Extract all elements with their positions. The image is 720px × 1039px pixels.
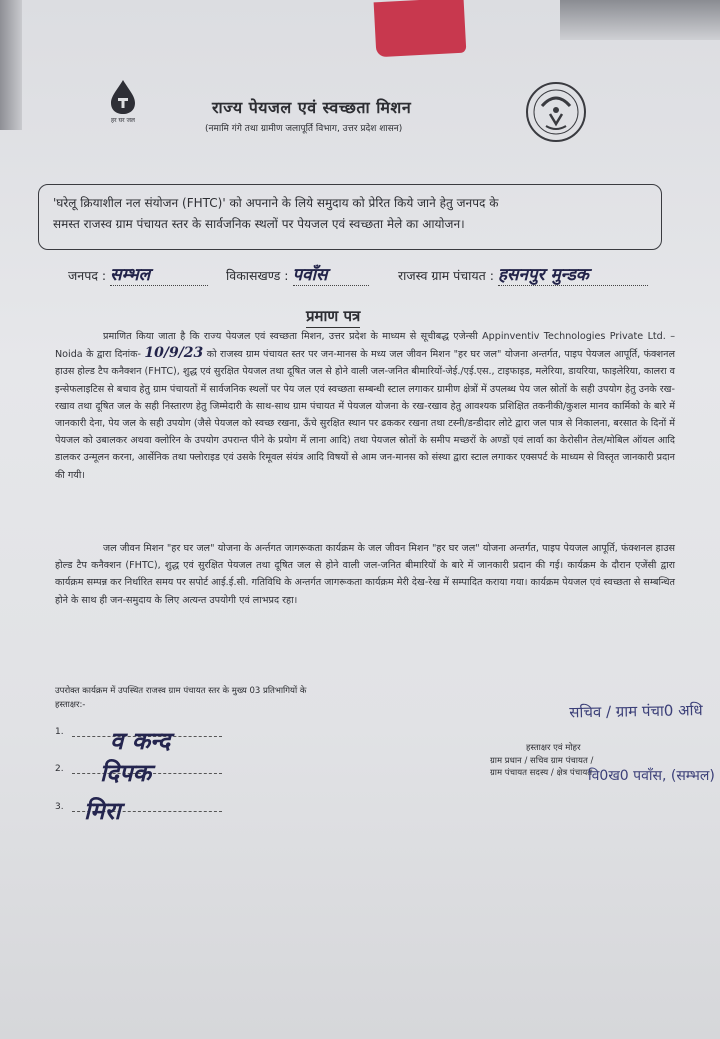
logo-left-text: हर घर जल xyxy=(111,117,135,124)
district-field xyxy=(68,262,208,286)
paragraph-1-part-b: को राजस्व ग्राम पंचायत स्तर पर जन-मानस के मध्य जल जीवन मिशन "हर घर जल" योजना अन्तर्गत, पाइप पेयजल आपूर्ति, फंक्शनल हाउस होल्ड टैप कनैक्शन (FHTC), शुद्ध एवं सुरक्षित पेयजल तथा दूषित जल से होने वाली जल-जनित बीमारियों-जेई./एई.एस., टाइफाइड, मलेरिया, डायरिया, फाइलेरिया, कालरा व इन्सेफलाइटिस से बचाव हेतु ग्राम पंचायतों में सार्वजनिक स्थलों पर पेय जल एवं स्वच्छता सम्बन्धी स्टाल लगाकर ग्रामीण क्षेत्रों में उपलब्ध पेय जल स्रोतों के सही उपयोग हेतु उनके रख-रखाव तथा दूषित जल के सही निस्तारण हेतु जिम्मेदारी के साथ-साथ ग्राम पंचायत में पेयजल योजना के रख-रखाव हेतु आवश्यक प्रशिक्षित तकनीकी/कुशल मानव कार्मिको के बारे में जानकारी देना, पेय जल के सही उपयोग (जैसे पेयजल को स्वच्छ रखना, ऊँचे सुरक्षित स्थान पर ढककर रखना तथा टस्नी/डन्डीदार लोटे द्वारा जल पात्र से निकालना, बरसात के दिनों में पेयजल को उबालकर अथवा क्लोरिन के उपयोग उपरान्त पीने के प्रयोग में लाना आदि) तथा पेयजल स्रोतों के समीप मच्छरों के अण्डों एवं लार्वा का केरोसीन तेल/मोबिल ऑयल आदि डालकर उन्मूलन करना, आर्सेनिक तथा फ्लोराइड एवं उसके रिमूवल संयंत्र आदि विषयों से आम जन-मानस को संस्था द्वारा स्टाल लगाकर एक्सपर्ट के माध्यम से विस्तृत जानकारी प्रदान की गयी। xyxy=(55,349,675,481)
block-field xyxy=(226,262,369,286)
attendee-number: 2. xyxy=(55,764,64,774)
attendee-row-1 xyxy=(55,727,64,737)
panchayat-member-label: ग्राम पंचायत सदस्य / क्षेत्र पंचायत xyxy=(490,768,593,778)
district-value: सम्भल xyxy=(110,265,151,285)
notice-line-1: 'घरेलू क्रियाशील नल संयोजन (FHTC)' को अपनाने के लिये समुदाय को प्रेरित किये जाने हेतु जनपद के xyxy=(53,196,499,210)
paragraph-2-text: जल जीवन मिशन "हर घर जल" योजना के अर्न्तगत जागरूकता कार्यक्रम के जल जीवन मिशन "हर घर जल" योजना अन्तर्गत, पाइप पेयजल आपूर्ति, फंक्शनल हाउस होल्ड टैप कनैक्शन (FHTC), शुद्ध एवं सुरक्षित पेयजल तथा दूषित जल से होने वाली जल-जनित बीमारियों के बारे में जानकारी प्रदान की गई। कार्यक्रम के दौरान एजेंसी द्वारा कार्यक्रम सम्पन्न कर निर्धारित समय पर सपोर्ट आई.ई.सी. गतिविधि के अन्तर्गत जागरूकता कार्यक्रम मेरी देख-रेख में सम्पादित कराया गया। कार्यक्रम पेयजल एवं स्वच्छता से सम्बन्धित होने के साथ ही जन-समुदाय के लिए अत्यन्त उपयोगी एवं लाभप्रद रहा। xyxy=(55,543,675,606)
red-object-edge xyxy=(374,0,467,57)
pradhan-secretary-label: ग्राम प्रधान / सचिव ग्राम पंचायत / xyxy=(490,755,594,766)
block-value: पवाँस xyxy=(292,265,328,285)
village-value: हसनपुर मुन्डक xyxy=(497,265,589,285)
attendees-line-2: हस्ताक्षर:- xyxy=(55,700,86,710)
paragraph-1-part-a: प्रमाणित किया जाता है कि राज्य पेयजल एवं स्वच्छता मिशन, उत्तर प्रदेश के माध्यम से सूचीबद्ध एजेन्सी Appinventiv Technologies Private Ltd. – Noida के द्वारा दिनांक- xyxy=(55,331,675,361)
up-government-emblem-icon xyxy=(520,80,592,144)
event-notice-box xyxy=(38,184,662,250)
attendee-row-2 xyxy=(55,764,64,774)
attendees-line-1: उपरोक्त कार्यक्रम में उपस्थित राजस्व ग्राम पंचायत स्तर के मुख्य 03 प्रतिभागियों के xyxy=(55,686,307,696)
certificate-title: प्रमाण पत्र xyxy=(306,306,360,328)
attendee-row-3 xyxy=(55,802,64,812)
event-date: 10/9/23 xyxy=(144,345,204,362)
attendees-heading xyxy=(55,684,306,712)
certificate-paragraph-1 xyxy=(55,328,675,484)
page-shadow-top-right xyxy=(560,0,720,40)
attendee-signature-3: मिरा xyxy=(84,796,121,825)
stamp-line-1: सचिव / ग्राम पंचा0 अधि xyxy=(569,701,703,722)
attendee-signature-2: दिपक xyxy=(100,758,152,787)
water-drop-logo-icon xyxy=(103,78,143,124)
certificate-paragraph-2 xyxy=(55,540,675,609)
organization-title: राज्य पेयजल एवं स्वच्छता मिशन xyxy=(212,98,412,117)
organization-subtitle: (नमामि गंगे तथा ग्रामीण जलापूर्ति विभाग, उत्तर प्रदेश शासन) xyxy=(205,124,403,134)
notice-line-2: समस्त राजस्व ग्राम पंचायत स्तर के सार्वजनिक स्थलों पर पेयजल एवं स्वच्छता मेले का आयोजन। xyxy=(53,217,465,231)
district-label: जनपद : xyxy=(68,268,107,283)
attendee-number: 1. xyxy=(55,727,64,737)
block-label: विकासखण्ड : xyxy=(226,268,289,283)
attendee-number: 3. xyxy=(55,802,64,812)
attendee-signature-1: व कन्द xyxy=(110,726,171,755)
village-label: राजस्व ग्राम पंचायत : xyxy=(398,268,494,283)
signature-seal-label: हस्ताक्षर एवं मोहर xyxy=(526,743,581,753)
page-shadow-left xyxy=(0,0,22,130)
stamp-line-2: वि0ख0 पवाँस, (सम्भल) xyxy=(588,768,715,784)
secretary-signature-block xyxy=(490,742,593,780)
village-field xyxy=(398,262,648,286)
